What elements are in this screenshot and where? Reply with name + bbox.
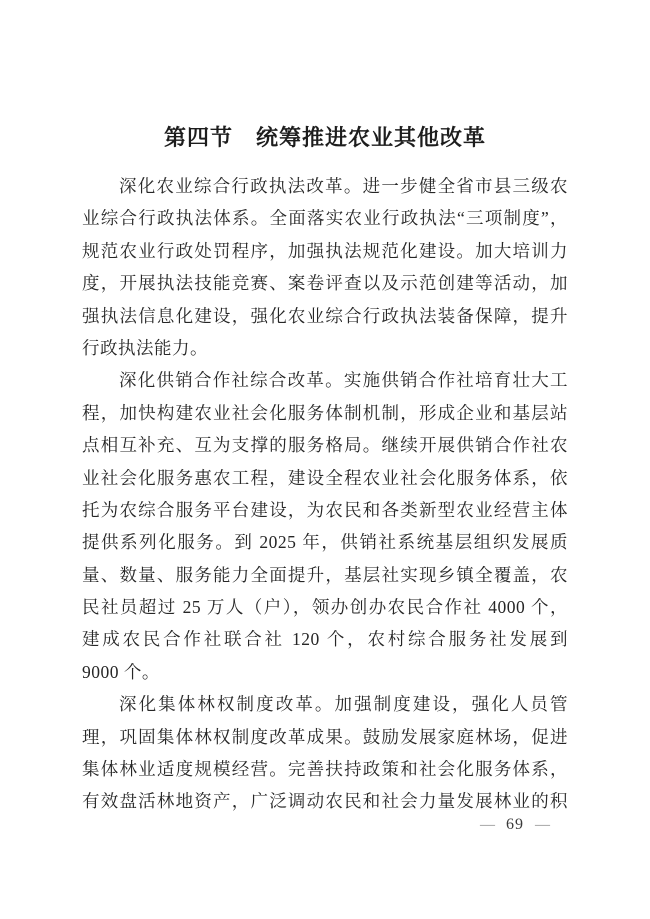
- text-line: 行政执法能力。: [82, 337, 208, 358]
- text-line: 强执法信息化建设，强化农业综合行政执法装备保障，提升: [82, 305, 568, 326]
- paragraph: [82, 170, 568, 364]
- paragraph: [82, 364, 568, 688]
- text-line: 业社会化服务惠农工程，建设全程农业社会化服务体系，依: [82, 467, 568, 488]
- text-line: 建成农民合作社联合社 120 个，农村综合服务社发展到: [82, 629, 568, 650]
- page-number-left-dash: —: [480, 816, 495, 833]
- text-line: 提供系列化服务。到 2025 年，供销社系统基层组织发展质: [82, 532, 568, 553]
- text-line: 民社员超过 25 万人（户），领办创办农民合作社 4000 个，: [82, 597, 568, 618]
- text-line: 集体林业适度规模经营。完善扶持政策和社会化服务体系，: [82, 759, 568, 780]
- text-line: 托为农综合服务平台建设，为农民和各类新型农业经营主体: [82, 499, 568, 520]
- page-number: [480, 816, 550, 834]
- text-line: 深化供销合作社综合改革。实施供销合作社培育壮大工: [119, 370, 568, 391]
- document-body: [82, 170, 568, 818]
- text-line: 深化农业综合行政执法改革。进一步健全省市县三级农: [119, 176, 568, 196]
- page-number-right-dash: —: [535, 816, 550, 833]
- page-footer: [0, 816, 650, 840]
- text-line: 规范农业行政处罚程序，加强执法规范化建设。加大培训力: [82, 240, 568, 261]
- paragraph: [82, 688, 568, 818]
- text-line: 度，开展执法技能竞赛、案卷评查以及示范创建等活动，加: [82, 273, 568, 294]
- text-line: 理，巩固集体林权制度改革成果。鼓励发展家庭林场，促进: [82, 726, 568, 747]
- text-line: 点相互补充、互为支撑的服务格局。继续开展供销合作社农: [82, 435, 568, 456]
- text-line: 深化集体林权制度改革。加强制度建设，强化人员管: [119, 694, 568, 715]
- page-number-value: 69: [506, 816, 524, 833]
- text-line: 量、数量、服务能力全面提升，基层社实现乡镇全覆盖，农: [82, 564, 568, 585]
- text-line: 程，加快构建农业社会化服务体制机制，形成企业和基层站: [82, 402, 568, 423]
- section-title: 第四节 统筹推进农业其他改革: [163, 125, 486, 150]
- text-line: 有效盘活林地资产，广泛调动农民和社会力量发展林业的积: [82, 791, 568, 812]
- text-line: 9000 个。: [82, 661, 160, 682]
- text-line: 业综合行政执法体系。全面落实农业行政执法“三项制度”，: [82, 208, 568, 229]
